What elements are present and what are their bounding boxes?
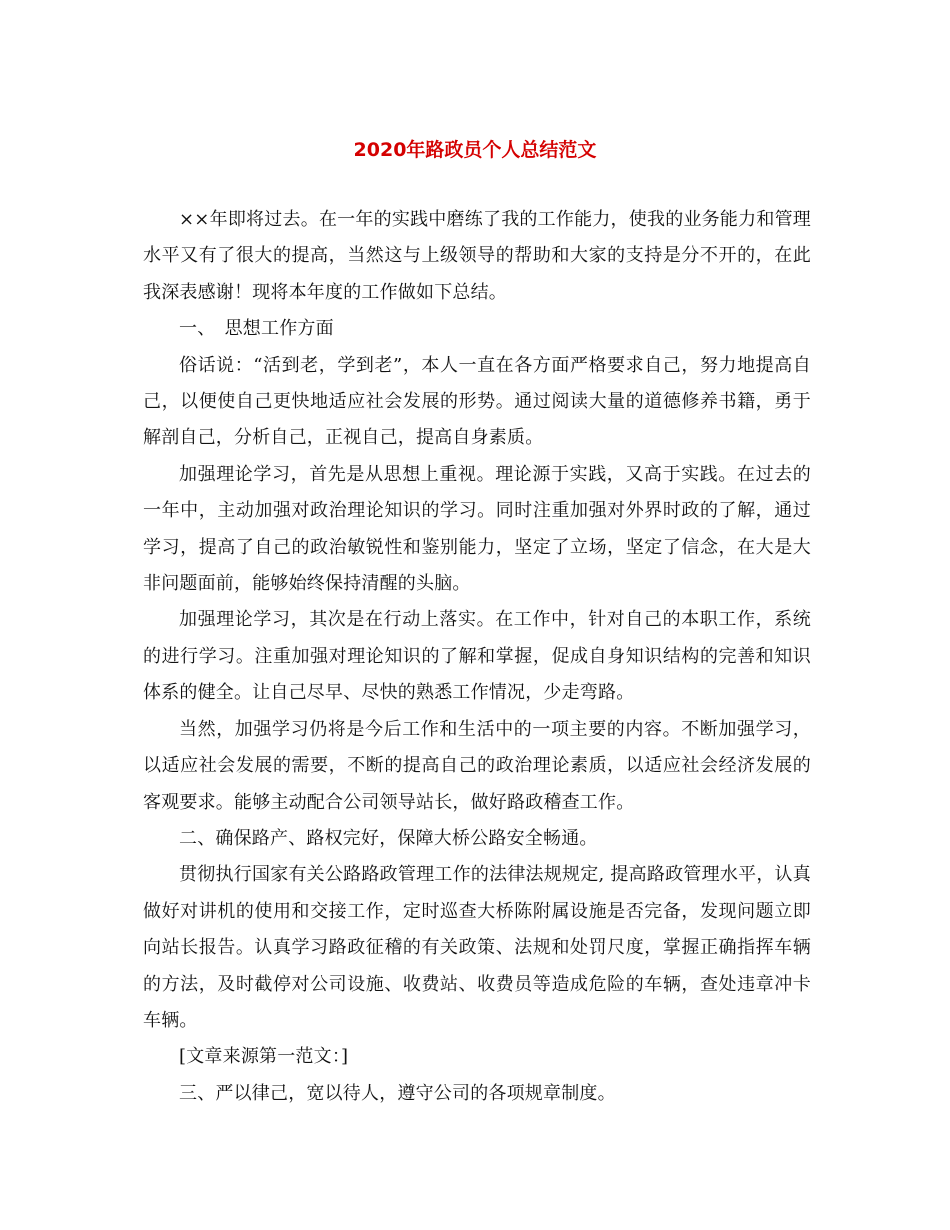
paragraph-theory-study-2: 加强理论学习，其次是在行动上落实。在工作中，针对自己的本职工作，系统的进行学习。注重加强对理论知识的了解和掌握，促成自身知识结构的完善和知识体系的健全。让自己尽早、尽快的熟悉工作情况，少走弯路。 xyxy=(143,609,811,704)
paragraph-theory-study-1: 加强理论学习，首先是从思想上重视。理论源于实践，又高于实践。在过去的一年中，主动加强对政治理论知识的学习。同时注重加强对外界时政的了解，通过学习，提高了自己的政治敏锐性和鉴别能力，坚定了立场，坚定了信念，在大是大非问题面前，能够始终保持清醒的头脑。 xyxy=(143,463,811,595)
section-heading-3: 三、严以律己，宽以待人，遵守公司的各项规章制度。 xyxy=(179,1082,616,1104)
paragraph-intro: ××年即将过去。在一年的实践中磨练了我的工作能力，使我的业务能力和管理水平又有了很大的提高，当然这与上级领导的帮助和大家的支持是分不开的，在此我深表感谢！现将本年度的工作做如下总结。 xyxy=(143,209,811,303)
section-heading-1: 一、 思想工作方面 xyxy=(179,318,334,340)
paragraph-proverb: 俗话说：“活到老，学到老”，本人一直在各方面严格要求自己，努力地提高自己，以便使自己更快地适应社会发展的形势。通过阅读大量的道德修养书籍，勇于解剖自己，分析自己，正视自己，提高自身素质。 xyxy=(143,354,811,449)
paragraph-continued-study: 当然，加强学习仍将是今后工作和生活中的一项主要的内容。不断加强学习，以适应社会发展的需要，不断的提高自己的政治理论素质，以适应社会经济发展的客观要求。能够主动配合公司领导站长，做好路政稽查工作。 xyxy=(143,718,811,813)
paragraph-road-management: 贯彻执行国家有关公路路政管理工作的法律法规规定, 提高路政管理水平，认真做好对讲机的使用和交接工作，定时巡查大桥陈附属设施是否完备，发现问题立即向站长报告。认真学习路政征稽的有关政策、法规和处罚尺度，掌握正确指挥车辆的方法，及时截停对公司设施、收费站、收费员等造成危险的车辆，查处违章冲卡车辆。 xyxy=(143,864,811,1031)
source-note: [文章来源第一范文：] xyxy=(179,1046,349,1068)
section-heading-2: 二、确保路产、路权完好，保障大桥公路安全畅通。 xyxy=(179,827,598,849)
document-title: 2020年路政员个人总结范文 xyxy=(353,139,597,161)
document-body xyxy=(143,202,811,1112)
